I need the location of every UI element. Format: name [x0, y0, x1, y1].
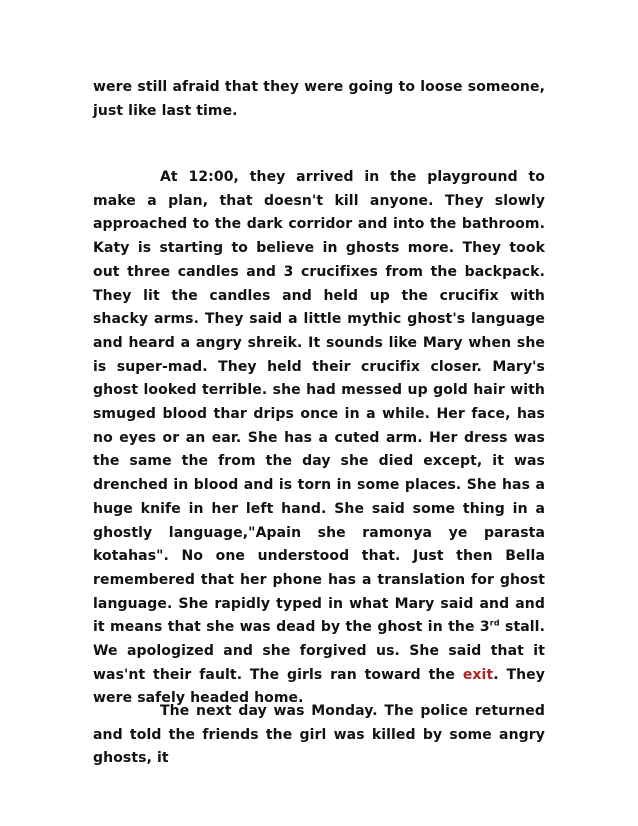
paragraph-text: The next day was Monday. The police returned and told the friends the girl was killed by some angry ghosts, it: [93, 703, 545, 767]
paragraph-next-day: [93, 700, 545, 771]
highlighted-word-exit: exit: [462, 666, 494, 683]
ordinal-superscript: rd: [489, 618, 500, 628]
paragraph-text-end: . They were safely headed home.: [93, 666, 545, 707]
paragraph-text-continued: stall. We apologized and she forgived us. She said that it was'nt their fault. The girls ran toward the: [93, 619, 545, 683]
paragraph-text: were still afraid that they were going to loose someone, just like last time.: [93, 79, 545, 119]
paragraph-continuation: [93, 76, 545, 123]
paragraph-text: At 12:00, they arrived in the playground to make a plan, that doesn't kill anyone. They slowly approached to the dark corridor and into the bathroom. Katy is starting to believe in ghosts more. They took out three candles and 3 crucifixes from the backpack. They lit the candles and held up the crucifix with shacky arms. They said a little mythic ghost's language and heard a angry shreik. It sounds like Mary when she is super-mad. They held their crucifix closer. Mary's ghost looked terrible. she had messed up gold hair with smuged blood thar drips once in a while. Her face, has no eyes or an ear. She has a cuted arm. Her dress was the same the from the day she died except, it was drenched in blood and is torn in some places. She has a huge knife in her left hand. She said some thing in a ghostly language,"Apain she ramonya ye parasta kotahas". No one understood that. Just then Bella remembered that her phone has a translation for ghost language. She rapidly typed in what Mary said and and it means that she was dead by the ghost in the 3: [93, 169, 545, 636]
paragraph-playground-scene: [93, 166, 545, 711]
